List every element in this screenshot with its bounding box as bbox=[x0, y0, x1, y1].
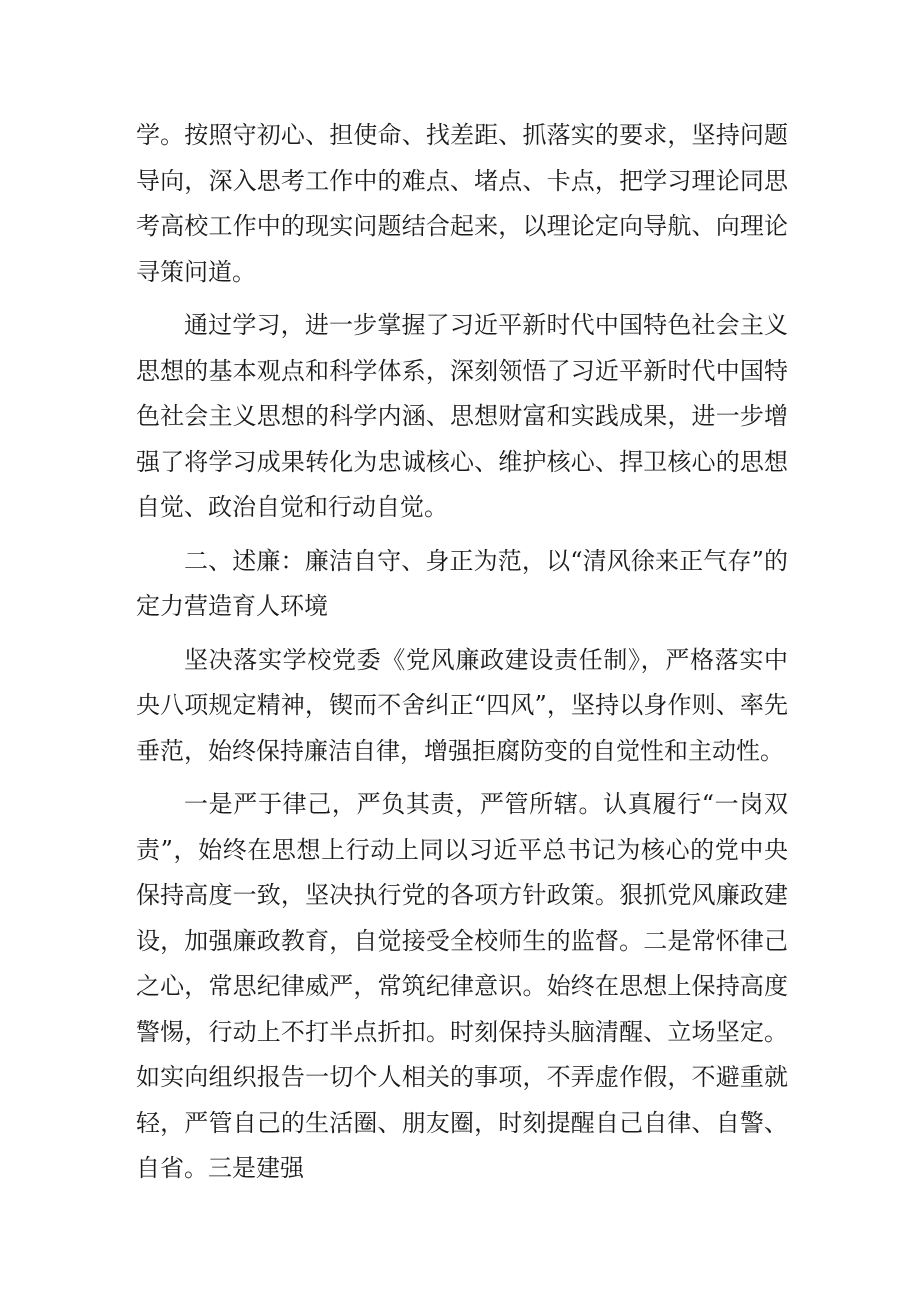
paragraph-self-discipline: 一是严于律己，严负其责，严管所辖。认真履行“一岗双责”，始终在思想上行动上同以习近平总书记为核心的党中央保持高度一致，坚决执行党的各项方针政策。狠抓党风廉政建设，加强廉政教育，自觉接受全校师生的监督。二是常怀律己之心，常思纪律威严，常筑纪律意识。始终在思想上保持高度警惕，行动上不打半点折扣。时刻保持头脑清醒、立场坚定。如实向组织报告一切个人相关的事项，不弄虚作假，不避重就轻，严管自己的生活圈、朋友圈，时刻提醒自己自律、自警、自省。三是建强 bbox=[136, 790, 788, 1182]
paragraph-study-outcome: 通过学习，进一步掌握了习近平新时代中国特色社会主义思想的基本观点和科学体系，深刻领悟了习近平新时代中国特色社会主义思想的科学内涵、思想财富和实践成果，进一步增强了将学习成果转化为忠诚核心、维护核心、捍卫核心的思想自觉、政治自觉和行动自觉。 bbox=[136, 311, 788, 521]
section-heading-integrity: 二、述廉：廉洁自守、身正为范，以“清风徐来正气存”的定力营造育人环境 bbox=[136, 546, 788, 620]
document-body bbox=[136, 113, 788, 1200]
paragraph-continuation: 学。按照守初心、担使命、找差距、抓落实的要求，坚持问题导向，深入思考工作中的难点、堵点、卡点，把学习理论同思考高校工作中的现实问题结合起来，以理论定向导航、向理论寻策问道。 bbox=[136, 121, 788, 286]
paragraph-integrity-policy: 坚决落实学校党委《党风廉政建设责任制》，严格落实中央八项规定精神，锲而不舍纠正“四风”，坚持以身作则、率先垂范，始终保持廉洁自律，增强拒腐防变的自觉性和主动性。 bbox=[136, 645, 788, 765]
